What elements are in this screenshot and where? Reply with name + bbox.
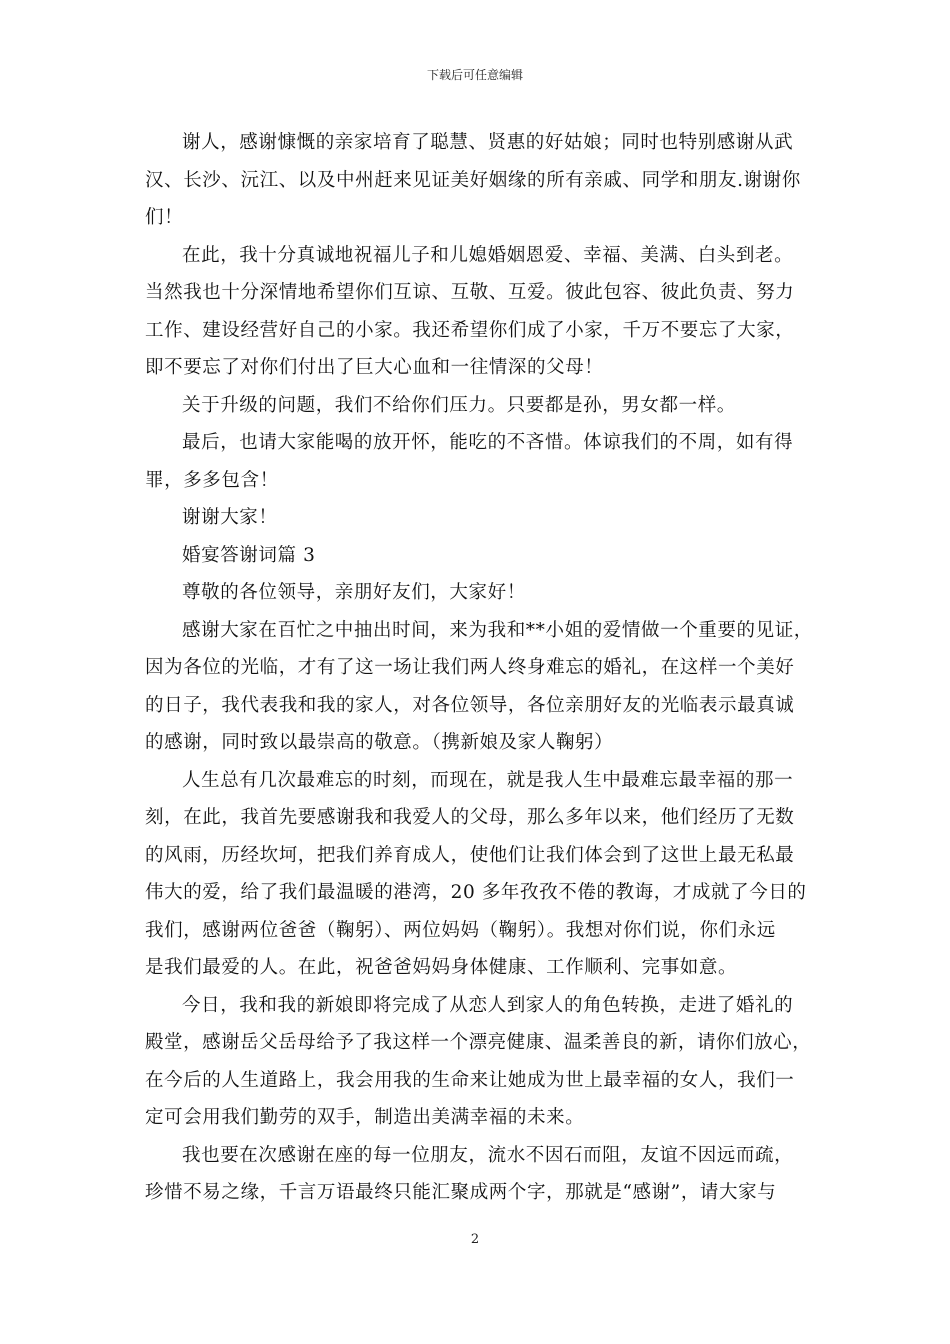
- text-line: 们！: [145, 207, 184, 228]
- text-line: 定可会用我们勤劳的双手，制造出美满幸福的未来。: [145, 1107, 585, 1128]
- text-line: 工作、建设经营好自己的小家。我还希望你们成了小家，千万不要忘了大家，: [145, 319, 795, 341]
- text-line: 今日，我和我的新娘即将完成了从恋人到家人的角色转换，走进了婚礼的: [182, 994, 794, 1016]
- text-line: 在今后的人生道路上，我会用我的生命来让她成为世上最幸福的女人，我们一: [145, 1069, 795, 1091]
- document-body: [145, 124, 813, 1212]
- text-line: 在此，我十分真诚地祝福儿子和儿媳婚姻恩爱、幸福、美满、白头到老。: [182, 244, 794, 266]
- text-line: 感谢大家在百忙之中抽出时间，来为我和**小姐的爱情做一个重要的见证，: [182, 619, 813, 641]
- text-line: 因为各位的光临，才有了这一场让我们两人终身难忘的婚礼，在这样一个美好: [145, 657, 795, 678]
- text-line: 谢谢大家！: [182, 507, 278, 528]
- page-number: 2: [470, 1232, 480, 1247]
- text-line: 珍惜不易之缘，千言万语最终只能汇聚成两个字，那就是“感谢”，请大家与: [145, 1182, 777, 1203]
- text-line: 我们，感谢两位爸爸（鞠躬）、两位妈妈（鞠躬）。我想对你们说，你们永远: [145, 919, 776, 941]
- text-line: 当然我也十分深情地希望你们互谅、互敬、互爱。彼此包容、彼此负责、努力: [145, 282, 795, 303]
- text-line: 关于升级的问题，我们不给你们压力。只要都是孙，男女都一样。: [182, 394, 736, 416]
- text-line: 婚宴答谢词篇 3: [182, 544, 316, 566]
- text-line: 尊敬的各位领导，亲朋好友们，大家好！: [182, 582, 526, 603]
- text-line: 人生总有几次最难忘的时刻，而现在，就是我人生中最难忘最幸福的那一: [182, 769, 794, 791]
- text-line: 伟大的爱，给了我们最温暖的港湾，20 多年孜孜不倦的教诲，才成就了今日的: [145, 882, 807, 903]
- text-line: 是我们最爱的人。在此，祝爸爸妈妈身体健康、工作顺利、完事如意。: [145, 957, 738, 978]
- page-header: 下载后可任意编辑: [426, 68, 523, 82]
- text-line: 的感谢，同时致以最崇高的敬意。（携新娘及家人鞠躬）: [145, 732, 614, 753]
- text-line: 的日子，我代表我和我的家人，对各位领导，各位亲朋好友的光临表示最真诚: [145, 694, 795, 716]
- text-line: 最后，也请大家能喝的放开怀，能吃的不吝惜。体谅我们的不周，如有得: [182, 432, 794, 453]
- text-line: 殿堂，感谢岳父岳母给予了我这样一个漂亮健康、温柔善良的新，请你们放心，: [145, 1032, 812, 1053]
- text-line: 汉、长沙、沅江、以及中州赶来见证美好姻缘的所有亲戚、同学和朋友.谢谢你: [145, 169, 801, 191]
- text-line: 谢人，感谢慷慨的亲家培育了聪慧、贤惠的好姑娘；同时也特别感谢从武: [182, 132, 794, 153]
- text-line: 刻，在此，我首先要感谢我和我爱人的父母，那么多年以来，他们经历了无数: [145, 807, 795, 828]
- text-line: 即不要忘了对你们付出了巨大心血和一往情深的父母！: [145, 357, 604, 378]
- text-line: 我也要在次感谢在座的每一位朋友，流水不因石而阻，友谊不因远而疏，: [182, 1144, 794, 1166]
- text-line: 罪，多多包含！: [145, 469, 279, 491]
- text-line: 的风雨，历经坎坷，把我们养育成人，使他们让我们体会到了这世上最无私最: [145, 844, 795, 866]
